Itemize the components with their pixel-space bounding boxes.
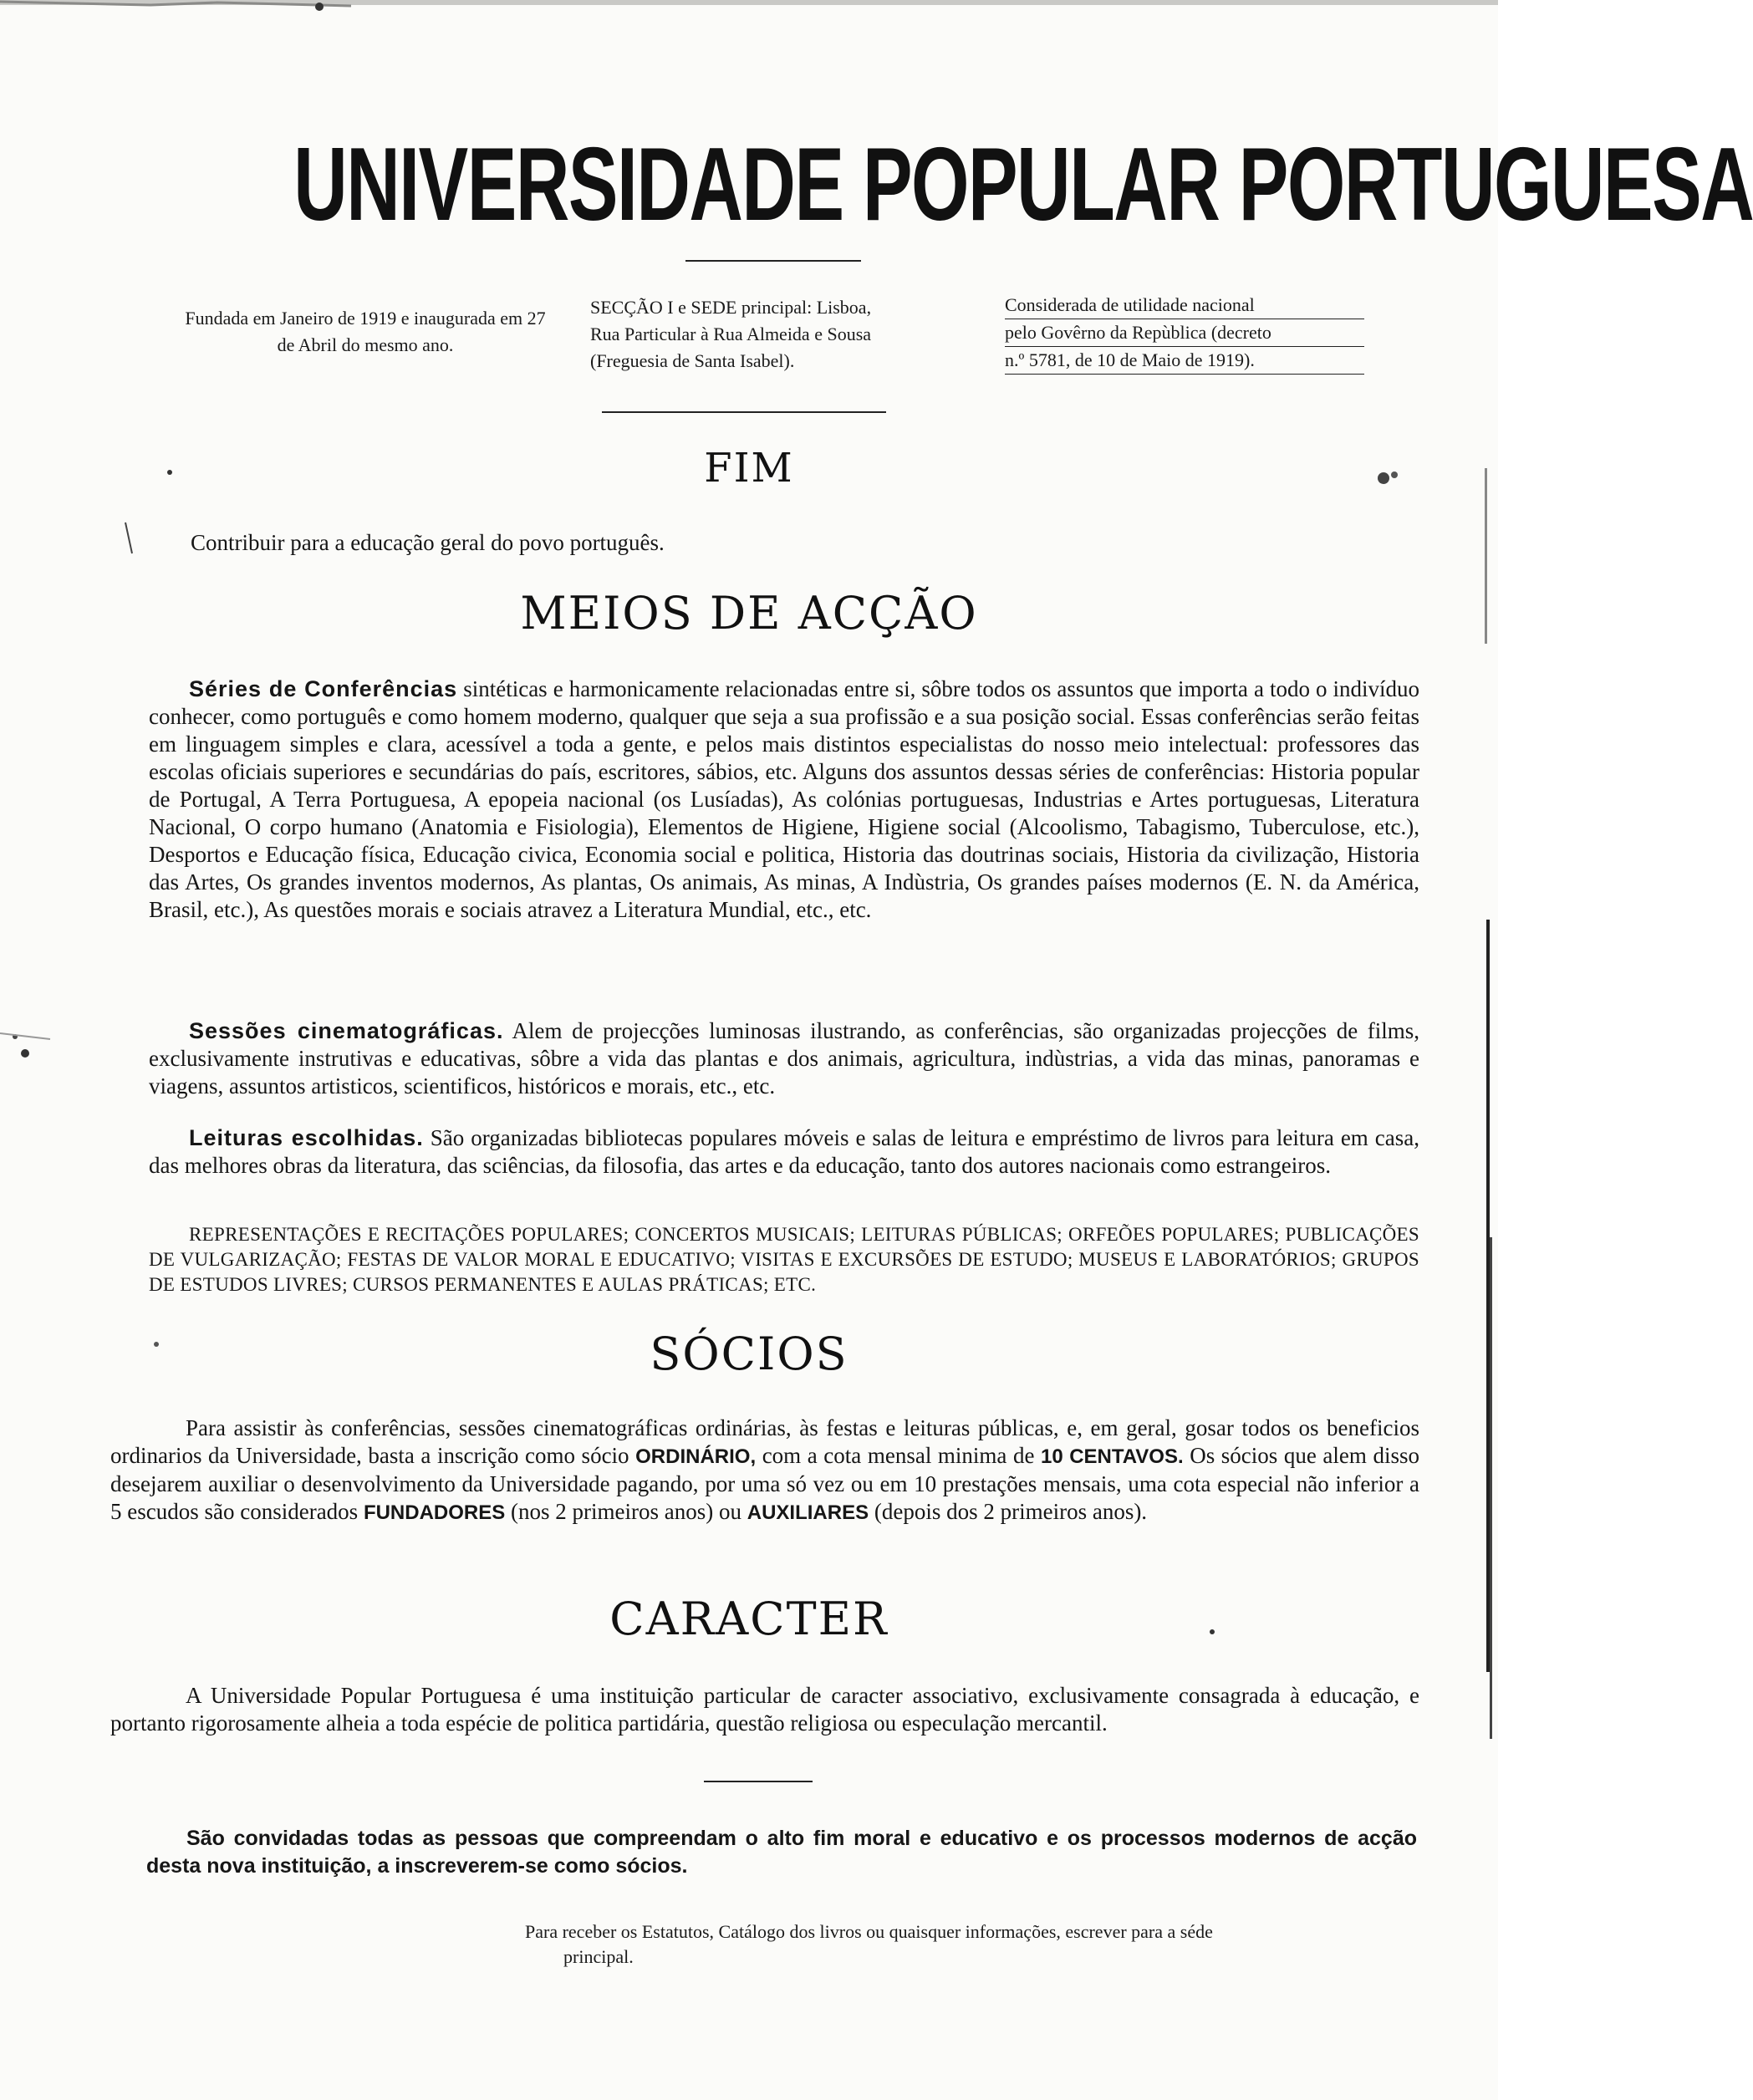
national-utility-line: pelo Govêrno da Repùblica (decreto [1005,319,1364,347]
founding-note: Fundada em Janeiro de 1919 e inaugurada em 27 de Abril do mesmo ano. [185,308,546,355]
paragraph-socios [110,1414,1419,1527]
paragraph-body: Os sócios que alem disso desejarem auxiliar o desenvolvimento da Universidade pagando, por uma só vez ou em 10 prestações mensais, uma cota especial não inferior a 5 escudos são considerados [110,1443,1419,1524]
section-seat-note [590,294,958,375]
paragraph-body: sintéticas e harmonicamente relacionadas entre si, sôbre todos os assuntos que importa a todo o indivíduo conhecer, como português e como homem moderno, qualquer que seja a sua profissão e a sua posição social. Essas conferências serão feitas em linguagem simples e clara, acessível a toda a gente, e pelos mais distintos especialistas do nosso meio intelectual: professores das escolas oficiais superiores e secundárias do país, escritores, sábios, etc. Alguns dos assuntos dessas séries de conferências: Historia popular de Portugal, A Terra Portuguesa, A epopeia nacional (os Lusíadas), As colónias portuguesas, Industrias e Artes portuguesas, Literatura Nacional, O corpo humano (Anatomia e Fisiologia), Elementos de Higiene, Higiene social (Alcoolismo, Tabagismo, Tuberculose, etc.), Desportos e Educação física, Educação civica, Economia social e politica, Historia das doutrinas sociais, Historia da civilização, Historia das Artes, Os grandes inventos modernos, As plantas, Os animais, As minas, A Indùstria, Os grandes países modernos (E. N. da América, Brasil, etc.), As questões morais e sociais atravez a Literatura Mundial, etc., etc. [149,676,1419,922]
paragraph-lead: Séries de Conferências [189,676,458,701]
national-utility-line: Considerada de utilidade nacional [1005,292,1364,319]
paragraph-body: São organizadas bibliotecas populares móveis e salas de leitura e empréstimo de livros para leitura em casa, das melhores obras da literatura, das sciências, da filosofia, das artes e da educação, tanto dos autores nacionais como estrangeiros. [149,1125,1419,1178]
section-seat-line: Rua Particular à Rua Almeida e Sousa [590,324,872,344]
section-heading-socios: SÓCIOS [650,1328,848,1380]
footer-line: principal. [563,1946,634,1967]
section-seat-line: SECÇÃO I e SEDE principal: Lisboa, [590,297,872,318]
title-divider [685,260,861,262]
header-divider [602,411,886,413]
footer-note [525,1919,1419,1970]
paragraph-body: Alem de projecções luminosas ilustrando, as conferências, são organizadas projecções de films, exclusivamente instrutivas e educativas, sôbre a vida das plantas e dos animais, agricultura, indùstrias, a vida das minas, panoramas e viagens, assuntos artisticos, scientificos, históricos e morais, etc., etc. [149,1018,1419,1098]
invitation-text: São convidadas todas as pessoas que compreendam o alto fim moral e educativo e os processos modernos de acção desta nova instituição, a inscreverem-se como sócios. [146,1827,1417,1878]
document-title: UNIVERSIDADE POPULAR PORTUGUESA [293,127,1753,242]
paragraph-body: (nos 2 primeiros anos) ou [505,1499,747,1524]
paragraph-body: Para assistir às conferências, sessões cinematográficas ordinárias, às festas e leituras públicas, e, em geral, gosar todos os beneficios ordinarios da Universidade, basta a inscrição como sócio [110,1415,1419,1468]
national-utility-note [1005,292,1364,375]
paragraph-activities-list: REPRESENTAÇÕES E RECITAÇÕES POPULARES; CONCERTOS MUSICAIS; LEITURAS PÚBLICAS; ORFEÕES POPULARES; PUBLICAÇÕES DE VULGARIZAÇÃO; FESTAS DE VALOR MORAL E EDUCATIVO; VISITAS E EXCURSÕES DE ESTUDO; MUSEUS E LABORATÓRIOS; GRUPOS DE ESTUDOS LIVRES; CURSOS PERMANENTES E AULAS PRÁTICAS; ETC. [149,1224,1419,1295]
section-heading-caracter: CARACTER [609,1593,889,1645]
keyword-fundadores: FUNDADORES [363,1501,506,1524]
fim-text: Contribuir para a educação geral do povo português. [191,530,665,555]
closing-divider [704,1781,813,1782]
paragraph-sessoes [149,1017,1419,1100]
keyword-auxiliares: AUXILIARES [747,1501,869,1524]
keyword-ordinario: ORDINÁRIO, [635,1445,757,1468]
paragraph-caracter: A Universidade Popular Portuguesa é uma instituição particular de caracter associativo, exclusivamente consagrada à educação, e portanto rigorosamente alheia a toda espécie de politica partidária, questão religiosa ou especulação mercantil. [110,1683,1419,1736]
paragraph-series [149,675,1419,924]
paragraph-lead: Sessões cinematográficas. [189,1018,504,1043]
paragraph-body: (depois dos 2 primeiros anos). [869,1499,1148,1524]
section-seat-line: (Freguesia de Santa Isabel). [590,350,795,371]
paragraph-lead: Leituras escolhidas. [189,1125,424,1150]
footer-line: Para receber os Estatutos, Catálogo dos livros ou quaisquer informações, escrever para a séde [525,1921,1213,1942]
paragraph-leituras [149,1124,1419,1180]
paragraph-body: com a cota mensal minima de [756,1443,1042,1468]
section-heading-meios: MEIOS DE ACÇÃO [520,587,978,640]
keyword-centavos: 10 CENTAVOS. [1041,1445,1184,1468]
national-utility-line: n.º 5781, de 10 de Maio de 1919). [1005,347,1364,375]
section-heading-fim: FIM [704,445,794,492]
